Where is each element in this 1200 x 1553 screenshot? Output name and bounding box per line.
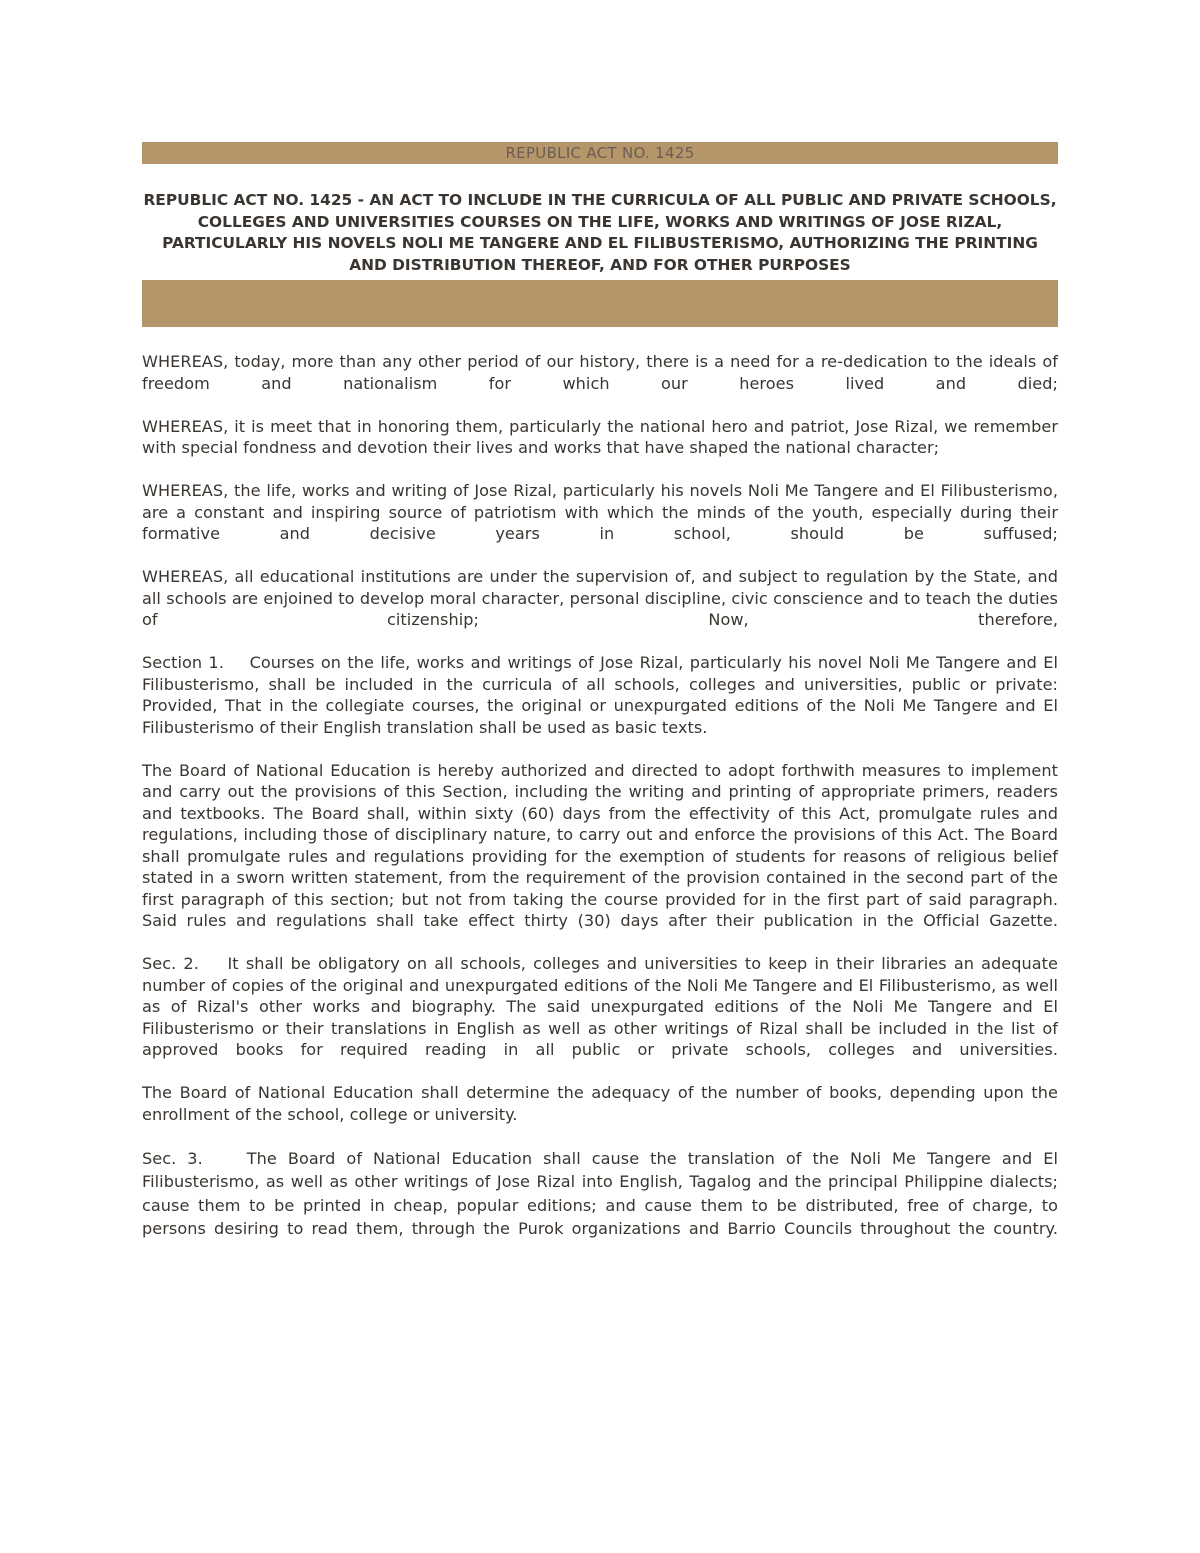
- paragraph-whereas-2: [142, 416, 1058, 459]
- paragraph-text: It shall be obligatory on all schools, colleges and universities to keep in their libraries an adequate number of copies of the original and unexpurgated editions of the Noli Me Tangere and El Filibusterismo, as well as of Rizal's other works and biography. The said unexpurgated editions of the Noli Me Tangere and El Filibusterismo or their translations in English as well as other writings of Rizal shall be included in the list of approved books for required reading in all public or private schools, colleges and universities.: [142, 954, 1058, 1059]
- paragraph-text: WHEREAS, the life, works and writing of Jose Rizal, particularly his novels Noli Me Tangere and El Filibusterismo, are a constant and inspiring source of patriotism with which the minds of the youth, especially during their formative and decisive years in school, should be suffused;: [142, 481, 1058, 543]
- paragraph-text: Courses on the life, works and writings of Jose Rizal, particularly his novel Noli Me Tangere and El Filibusterismo, shall be included in the curricula of all schools, colleges and universities, public or private: Provided, That in the collegiate courses, the original or unexpurgated editions of the Noli Me Tangere and El Filibusterismo of their English translation shall be used as basic texts.: [142, 653, 1058, 737]
- paragraph-text: WHEREAS, it is meet that in honoring them, particularly the national hero and patriot, Jose Rizal, we remember with special fondness and devotion their lives and works that have shaped the national character;: [142, 416, 1058, 457]
- act-title: REPUBLIC ACT NO. 1425 - AN ACT TO INCLUDE IN THE CURRICULA OF ALL PUBLIC AND PRIVATE SCHOOLS, COLLEGES AND UNIVERSITIES COURSES ON THE LIFE, WORKS AND WRITINGS OF JOSE RIZAL, PARTICULARLY HIS NOVELS NOLI ME TANGERE AND EL FILIBUSTERISMO, AUTHORIZING THE PRINTING AND DISTRIBUTION THEREOF, AND FOR OTHER PURPOSES: [143, 191, 1057, 274]
- section-label: Section 1.: [142, 653, 224, 672]
- paragraph-text: The Board of National Education shall determine the adequacy of the number of books, depending upon the enrollment of the school, college or university.: [142, 1083, 1058, 1124]
- section-label: Sec. 2.: [142, 954, 199, 973]
- paragraph-section-3: [142, 1147, 1058, 1241]
- paragraph-text: The Board of National Education is hereby authorized and directed to adopt forthwith measures to implement and carry out the provisions of this Section, including the writing and printing of appropriate primers, readers and textbooks. The Board shall, within sixty (60) days from the effectivity of this Act, promulgate rules and regulations, including those of disciplinary nature, to carry out and enforce the provisions of this Act. The Board shall promulgate rules and regulations providing for the exemption of students for reasons of religious belief stated in a sworn written statement, from the requirement of the provision contained in the second part of the first paragraph of this section; but not from taking the course provided for in the first part of said paragraph. Said rules and regulations shall take effect thirty (30) days after their publication in the Official Gazette.: [142, 760, 1058, 930]
- paragraph-whereas-1: [142, 351, 1058, 394]
- paragraph-section-2: [142, 953, 1058, 1061]
- paragraph-section-1: [142, 652, 1058, 738]
- paragraph-text: WHEREAS, today, more than any other period of our history, there is a need for a re-dedication to the ideals of freedom and nationalism for which our heroes lived and died;: [142, 352, 1058, 393]
- paragraph-board-directive: [142, 760, 1058, 932]
- section-label: Sec. 3.: [142, 1148, 203, 1168]
- paragraph-board-adequacy: [142, 1082, 1058, 1125]
- header-bar: REPUBLIC ACT NO. 1425: [142, 142, 1058, 164]
- document-page: [142, 142, 1058, 1262]
- decorative-bar: [142, 280, 1058, 327]
- document-body: [142, 351, 1058, 1241]
- paragraph-whereas-4: [142, 566, 1058, 631]
- paragraph-whereas-3: [142, 480, 1058, 545]
- paragraph-text: The Board of National Education shall cause the translation of the Noli Me Tangere and El Filibusterismo, as well as other writings of Jose Rizal into English, Tagalog and the principal Philippine dialects; cause them to be printed in cheap, popular editions; and cause them to be distributed, free of charge, to persons desiring to read them, through the Purok organizations and Barrio Councils throughout the country.: [142, 1148, 1058, 1238]
- paragraph-text: WHEREAS, all educational institutions are under the supervision of, and subject to regulation by the State, and all schools are enjoined to develop moral character, personal discipline, civic conscience and to teach the duties of citizenship; Now, therefore,: [142, 567, 1058, 629]
